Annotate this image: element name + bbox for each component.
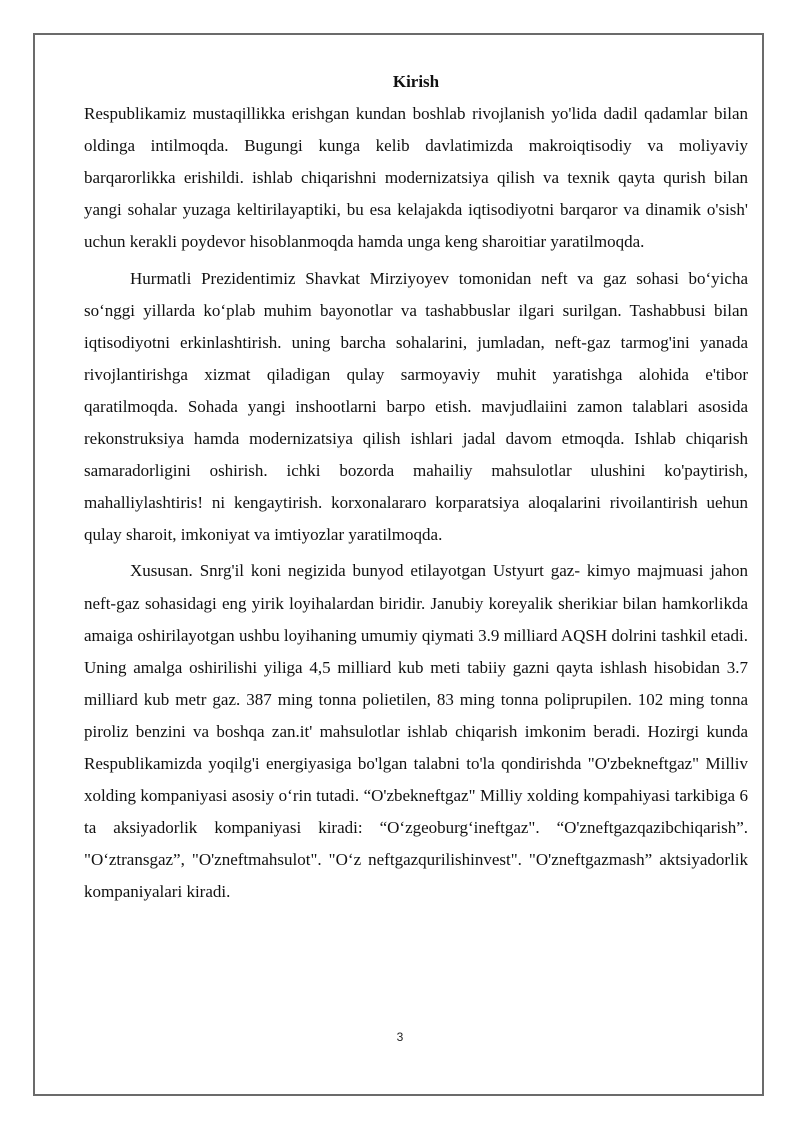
- document-body: [84, 66, 748, 908]
- document-title: Kirish: [392, 72, 440, 91]
- page-number: 3: [396, 1030, 404, 1044]
- paragraph-president: Hurmatli Prezidentimiz Shavkat Mirziyoyev tomonidan neft va gaz sohasi bo‘yicha so‘nggi yillarda ko‘plab muhim bayonotlar va tashabbuslar ilgari surilgan. Tashabbusi bilan iqtisodiyotni erkinlashtirish. uning barcha sohalarini, jumladan, neft-gaz tarmog'ini yanada rivojlantirishga xizmat qiladigan qulay sarmoyaviy muhit yaratishga alohida e'tibor qaratilmoqda. Sohada yangi inshootlarni barpo etish. mavjudlaiini zamon talablari asosida rekonstruksiya hamda modernizatsiya qilish ishlari jadal davom etmoqda. Ishlab chiqarish samaradorligini oshirish. ichki bozorda mahailiy mahsulotlar ulushini ko'paytirish, mahalliylashtiris! ni kengaytirish. korxonalararo korparatsiya aloqalarini rivoilantirish uehun qulay sharoit, imkoniyat va imtiyozlar yaratilmoqda.: [84, 268, 748, 545]
- paragraph-intro: Respublikamiz mustaqillikka erishgan kundan boshlab rivojlanish yo'lida dadil qadamlar bilan oldinga intilmoqda. Bugungi kunga kelib davlatimizda makroiqtisodiy va moliyaviy barqarorlikka erishildi. ishlab chiqarishni modernizatsiya qilish va texnik qayta qurish bilan yangi sohalar yuzaga keltirilayaptiki, bu esa kelajakda iqtisodiyotni barqaror va dinamik o'sish' uchun kerakli poydevor hisoblanmoqda hamda unga keng sharoitiar yaratilmoqda.: [84, 104, 748, 252]
- paragraph-ustyurt: Xususan. Snrg'il koni negizida bunyod etilayotgan Ustyurt gaz- kimyo majmuasi jahon neft-gaz sohasidagi eng yirik loyihalardan biridir. Janubiy koreyalik sherikiar bilan hamkorlikda amaiga oshirilayotgan ushbu loyihaning umumiy qiymati 3.9 milliard AQSH dolrini tashkil etadi. Uning amalga oshirilishi yiliga 4,5 milliard kub meti tabiiy gazni qayta ishlash hisobidan 3.7 milliard kub metr gaz. 387 ming tonna polietilen, 83 ming tonna poliprupilen. 102 ming tonna piroliz benzini va boshqa zan.it' mahsulotlar ishlab chiqarish imkonim beradi. Hozirgi kunda Respublikamizda yoqilg'i energiyasiga bo'lgan talabni to'la qondirishda "O'zbekneftgaz" Milliv xolding kompaniyasi asosiy o‘rin tutadi. “O'zbekneftgaz" Milliy xolding kompahiyasi tarkibiga 6 ta aksiyadorlik kompaniyasi kiradi: “O‘zgeoburg‘ineftgaz". “O'zneftgazqazibchiqarish”. "O‘ztransgaz”, "O'zneftmahsulot". "O‘z neftgazqurilishinvest". "O'zneftgazmash” aktsiyadorlik kompaniyalari kiradi.: [84, 561, 748, 902]
